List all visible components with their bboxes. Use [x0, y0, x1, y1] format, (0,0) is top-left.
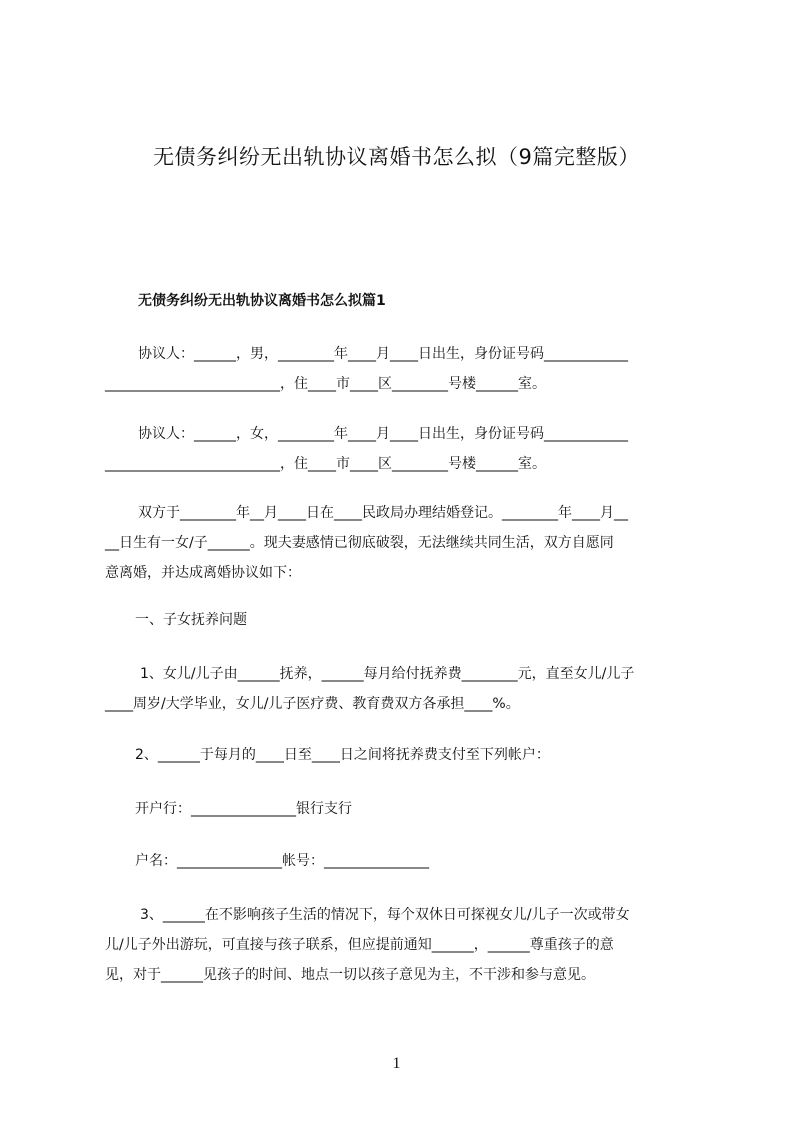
paragraph-line: 儿/儿子外出游玩，可直接与孩子联系，但应提前通知______，______尊重孩子的意: [105, 937, 614, 953]
paragraph-line: 1、女儿/儿子由______抚养，______每月给付抚养费________元，直至女儿/儿子: [140, 666, 635, 682]
paragraph-line: 3、______在不影响孩子生活的情况下，每个双休日可探视女儿/儿子一次或带女: [140, 907, 630, 923]
section-heading: 无债务纠纷无出轨协议离婚书怎么拟篇1: [138, 293, 386, 309]
bank-branch-line: [105, 794, 705, 824]
page-number: 1: [392, 1055, 401, 1072]
paragraph-line: 协议人：______，男，________年____月____日出生，身份证号码____________: [138, 346, 628, 362]
agreement-party-female-paragraph: [105, 419, 705, 479]
paragraph-line: _________________________，住____市____区________号楼______室。: [105, 376, 546, 392]
paragraph-line: 一、子女抚养问题: [135, 612, 247, 628]
marriage-registration-paragraph: [105, 498, 705, 588]
paragraph-line: 双方于________年__月____日在____民政局办理结婚登记。________年____月__: [138, 505, 628, 521]
paragraph-line: ____周岁/大学毕业，女儿/儿子医疗费、教育费双方各承担____%。: [105, 696, 520, 712]
child-custody-heading: [105, 605, 705, 635]
paragraph-line: 户名：_______________帐号：_______________: [135, 853, 429, 869]
custody-clause-2: [105, 740, 705, 770]
paragraph-line: 协议人：______，女，________年____月____日出生，身份证号码____________: [138, 426, 628, 442]
custody-clause-1: [105, 659, 705, 719]
paragraph-line: _________________________，住____市____区________号楼______室。: [105, 456, 546, 472]
paragraph-line: __日生有一女/子______。现夫妻感情已彻底破裂，无法继续共同生活，双方自愿同: [105, 535, 614, 551]
agreement-party-male-paragraph: [105, 339, 705, 399]
paragraph-line: 见，对于______见孩子的时间、地点一切以孩子意见为主，不干涉和参与意见。: [105, 967, 595, 983]
document-title: 无债务纠纷无出轨协议离婚书怎么拟（9篇完整版）: [153, 145, 640, 169]
custody-clause-3: [105, 900, 705, 990]
account-name-line: [105, 846, 705, 876]
paragraph-line: 意离婚，并达成离婚协议如下：: [105, 565, 301, 581]
paragraph-line: 开户行：_______________银行支行: [135, 801, 352, 817]
paragraph-line: 2、______于每月的____日至____日之间将抚养费支付至下列帐户：: [135, 747, 550, 763]
